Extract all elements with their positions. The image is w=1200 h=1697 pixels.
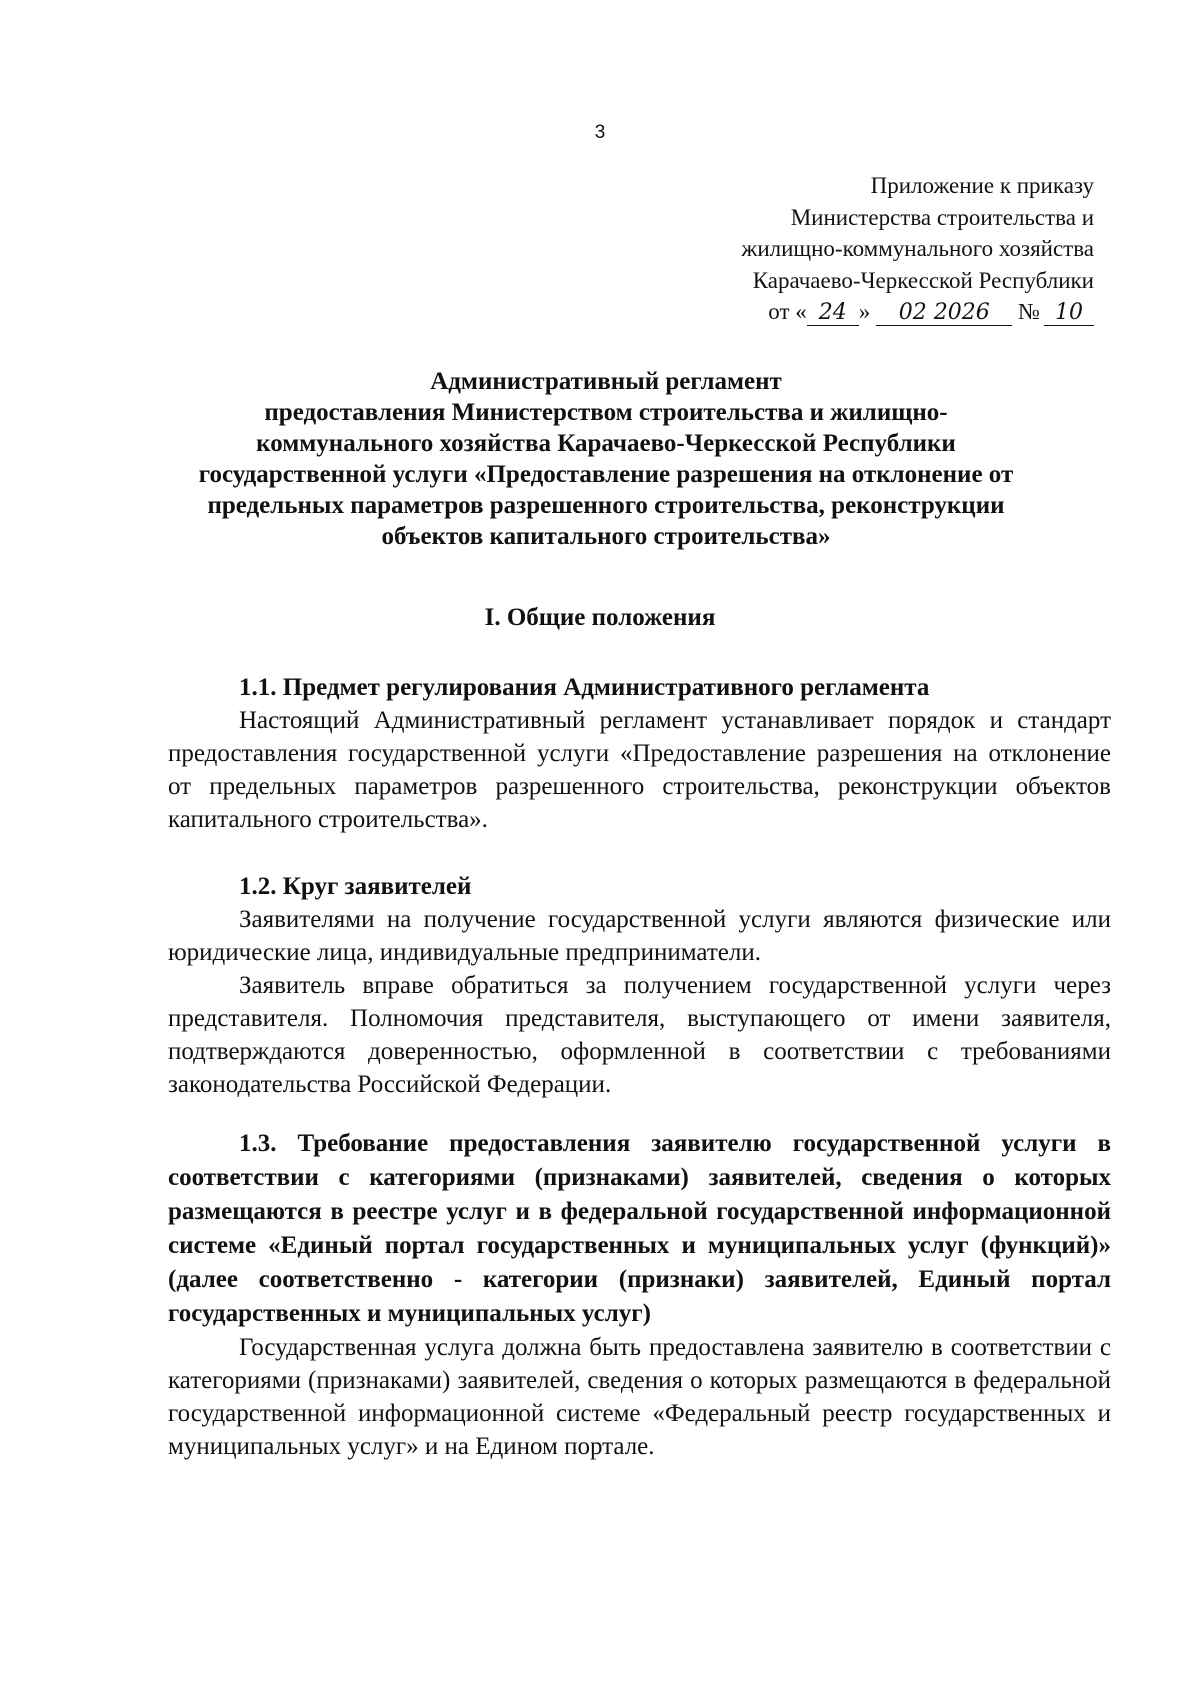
date-mid: »	[858, 299, 871, 324]
title-line-4: государственной услуги «Предоставление разрешения на отклонение от	[198, 461, 1014, 488]
handwritten-number: 10	[1044, 301, 1094, 326]
title-line-1: Административный регламент	[430, 368, 782, 395]
appendix-date-line	[741, 296, 1094, 328]
handwritten-month-year: 02 2026	[876, 301, 1012, 326]
date-prefix: от «	[768, 299, 807, 324]
document-title	[150, 366, 1062, 552]
section-1-2-paragraph-2: Заявитель вправе обратиться за получением государственной услуги через представителя. Полномочия представителя, выступающего от имени заявителя, подтверждаются доверенностью, оформленной в соответствии с требованиями законодательства Российской Федерации.	[168, 972, 1111, 1098]
appendix-line-1: Приложение к приказу	[870, 173, 1094, 198]
appendix-line-3: жилищно-коммунального хозяйства	[741, 236, 1094, 261]
title-line-2: предоставления Министерством строительства и жилищно-	[264, 399, 948, 426]
section-1-3-heading: 1.3. Требование предоставления заявителю государственной услуги в соответствии с категориями (признаками) заявителей, сведения о которых размещаются в реестре услуг и в федеральной государственной информационной системе «Единый портал государственных и муниципальных услуг (функций)» (далее соответственно - категории (признаки) заявителей, Единый портал государственных и муниципальных услуг)	[168, 1130, 1111, 1327]
section-1-1-heading: 1.1. Предмет регулирования Административного регламента	[239, 674, 930, 701]
title-line-6: объектов капитального строительства»	[381, 523, 831, 550]
number-label: №	[1018, 299, 1040, 324]
appendix-line-4: Карачаево-Черкесской Республики	[752, 267, 1094, 293]
section-1-3	[168, 1127, 1111, 1463]
appendix-line-2: Министерства строительства и	[790, 204, 1094, 230]
section-1-2-heading: 1.2. Круг заявителей	[239, 873, 472, 900]
section-1-2	[168, 870, 1111, 1101]
section-1-3-paragraph: Государственная услуга должна быть предоставлена заявителю в соответствии с категориями (признаками) заявителей, сведения о которых размещаются в федеральной государственной информационной системе «Федеральный реестр государственных и муниципальных услуг» и на Едином портале.	[168, 1334, 1111, 1460]
title-line-5: предельных параметров разрешенного строительства, реконструкции	[207, 492, 1005, 519]
section-heading: I. Общие положения	[484, 604, 716, 631]
page-number: 3	[594, 122, 606, 143]
section-1-1-paragraph: Настоящий Административный регламент устанавливает порядок и стандарт предоставления государственной услуги «Предоставление разрешения на отклонение от предельных параметров разрешенного строительства, реконструкции объектов капитального строительства».	[168, 707, 1111, 833]
section-1-1	[168, 671, 1111, 836]
title-line-3: коммунального хозяйства Карачаево-Черкесской Республики	[256, 430, 956, 457]
handwritten-day: 24	[807, 301, 859, 326]
section-1-2-paragraph-1: Заявителями на получение государственной услуги являются физические или юридические лица, индивидуальные предприниматели.	[168, 906, 1111, 966]
appendix-block	[741, 170, 1094, 328]
